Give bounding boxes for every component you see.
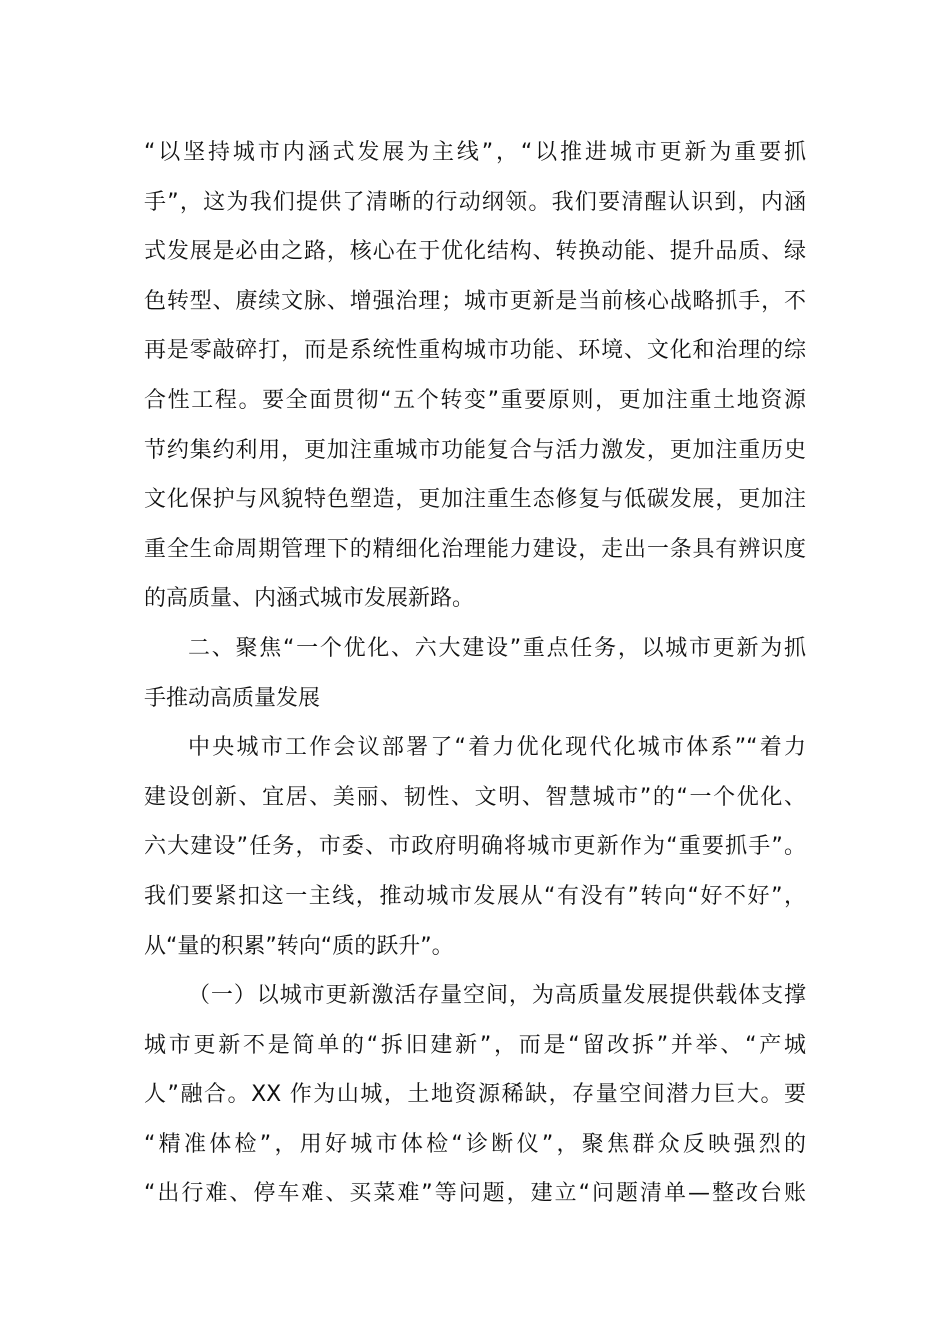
text-line: 建设创新、宜居、美丽、韧性、文明、智慧城市”的“一个优化、: [144, 784, 806, 810]
text-line: 色转型、赓续文脉、增强治理；城市更新是当前核心战略抓手，不: [144, 288, 806, 314]
text-line: 合性工程。要全面贯彻“五个转变”重要原则，更加注重土地资源: [144, 387, 806, 413]
text-line: 手”，这为我们提供了清晰的行动纲领。我们要清醒认识到，内涵: [144, 189, 806, 215]
text-line: 文化保护与风貌特色塑造，更加注重生态修复与低碳发展，更加注: [144, 487, 806, 513]
text-line: 从“量的积累”转向“质的跃升”。: [144, 933, 454, 959]
text-line: 我们要紧扣这一主线，推动城市发展从“有没有”转向“好不好”，: [144, 883, 806, 909]
text-line: “出行难、停车难、买菜难”等问题，建立“问题清单—整改台账: [144, 1181, 806, 1207]
body-text: [144, 128, 806, 1219]
text-line: 人”融合。XX 作为山城，土地资源稀缺，存量空间潜力巨大。要: [144, 1082, 806, 1108]
text-line: 中央城市工作会议部署了“着力优化现代化城市体系”“着力: [188, 735, 806, 761]
section-heading-line: 手推动高质量发展: [144, 685, 321, 711]
text-line: “精准体检”，用好城市体检“诊断仪”，聚焦群众反映强烈的: [144, 1131, 806, 1157]
text-line: 再是零敲碎打，而是系统性重构城市功能、环境、文化和治理的综: [144, 338, 806, 364]
subsection-heading-line: （一）以城市更新激活存量空间，为高质量发展提供载体支撑: [188, 983, 806, 1009]
text-line: 节约集约利用，更加注重城市功能复合与活力激发，更加注重历史: [144, 437, 806, 463]
section-heading-line: 二、聚焦“一个优化、六大建设”重点任务，以城市更新为抓: [188, 635, 806, 661]
text-line: 式发展是必由之路，核心在于优化结构、转换动能、提升品质、绿: [144, 239, 806, 265]
text-line: “以坚持城市内涵式发展为主线”，“以推进城市更新为重要抓: [144, 140, 806, 165]
text-line: 的高质量、内涵式城市发展新路。: [144, 586, 475, 612]
text-line: 城市更新不是简单的“拆旧建新”，而是“留改拆”并举、“产城: [144, 1032, 806, 1058]
text-line: 六大建设”任务，市委、市政府明确将城市更新作为“重要抓手”。: [144, 834, 806, 860]
text-line: 重全生命周期管理下的精细化治理能力建设，走出一条具有辨识度: [144, 536, 806, 562]
